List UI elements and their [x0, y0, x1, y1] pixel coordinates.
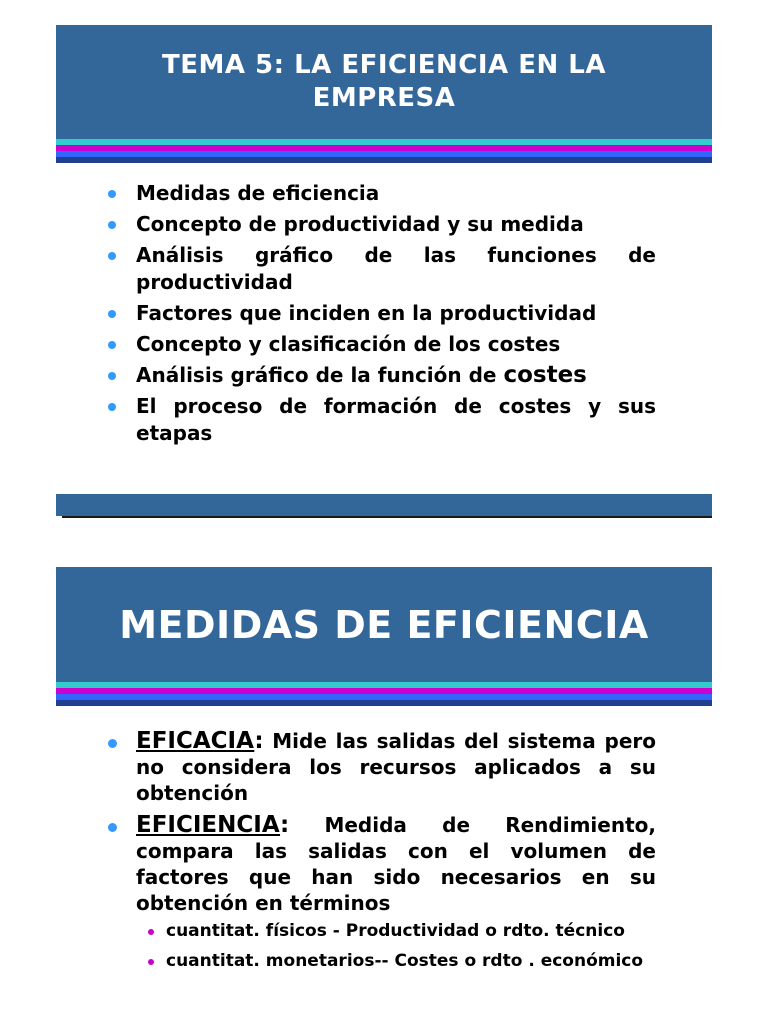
- sub-list-item: cuantitat. monetarios-- Costes o rdto . económico: [166, 950, 686, 972]
- slide1-footer-bar: [56, 494, 712, 516]
- slide1-title-banner: [56, 25, 712, 139]
- term-label: EFICACIA: [136, 728, 255, 754]
- bullet-icon: [108, 310, 116, 318]
- list-item: El proceso de formación de costes y sus etapas: [136, 393, 656, 447]
- list-item: Análisis gráfico de las funciones de productividad: [136, 242, 656, 296]
- slide2-stripes: [56, 682, 712, 706]
- slide2-title-banner: [56, 567, 712, 682]
- list-item: Medidas de eficiencia: [136, 180, 656, 207]
- slide1-title: TEMA 5: LA EFICIENCIA EN LA EMPRESA: [162, 50, 606, 113]
- slide1-stripes: [56, 139, 712, 163]
- slide1-footer-line: [62, 516, 712, 518]
- bullet-icon: [108, 221, 116, 229]
- list-item: Concepto y clasificación de los costes: [136, 331, 656, 358]
- sub-bullet-icon: [148, 959, 154, 965]
- bullet-icon: [108, 403, 116, 411]
- sub-bullet-list: [136, 920, 656, 972]
- bullet-icon: [108, 252, 116, 260]
- list-item: Análisis gráfico de la función de costes: [136, 362, 656, 389]
- bullet-icon: [108, 823, 117, 832]
- sub-list-item: cuantitat. físicos - Productividad o rdto. técnico: [166, 920, 686, 942]
- list-item: Concepto de productividad y su medida: [136, 211, 656, 238]
- slide2-bullet-list: [136, 728, 656, 980]
- list-item: Factores que inciden en la productividad: [136, 300, 656, 327]
- stripe-navy: [56, 157, 712, 163]
- bullet-icon: [108, 341, 116, 349]
- stripe-navy: [56, 700, 712, 706]
- slide2-title: MEDIDAS DE EFICIENCIA: [119, 602, 649, 647]
- bullet-icon: [108, 372, 116, 380]
- list-item: EFICIENCIA: Medida de Rendimiento, compara las salidas con el volumen de factores que han sido necesarios en su obtención en términos cuantitat. físicos - Productividad o rdto. técnico cuantitat. monetarios-- Costes o rdto . económico: [136, 812, 656, 972]
- list-item: EFICACIA: Mide las salidas del sistema pero no considera los recursos aplicados a su obtención: [136, 728, 656, 806]
- bullet-icon: [108, 190, 116, 198]
- bullet-icon: [108, 739, 117, 748]
- slide1-bullet-list: [136, 180, 656, 451]
- term-label: EFICIENCIA: [136, 812, 281, 838]
- sub-bullet-icon: [148, 929, 154, 935]
